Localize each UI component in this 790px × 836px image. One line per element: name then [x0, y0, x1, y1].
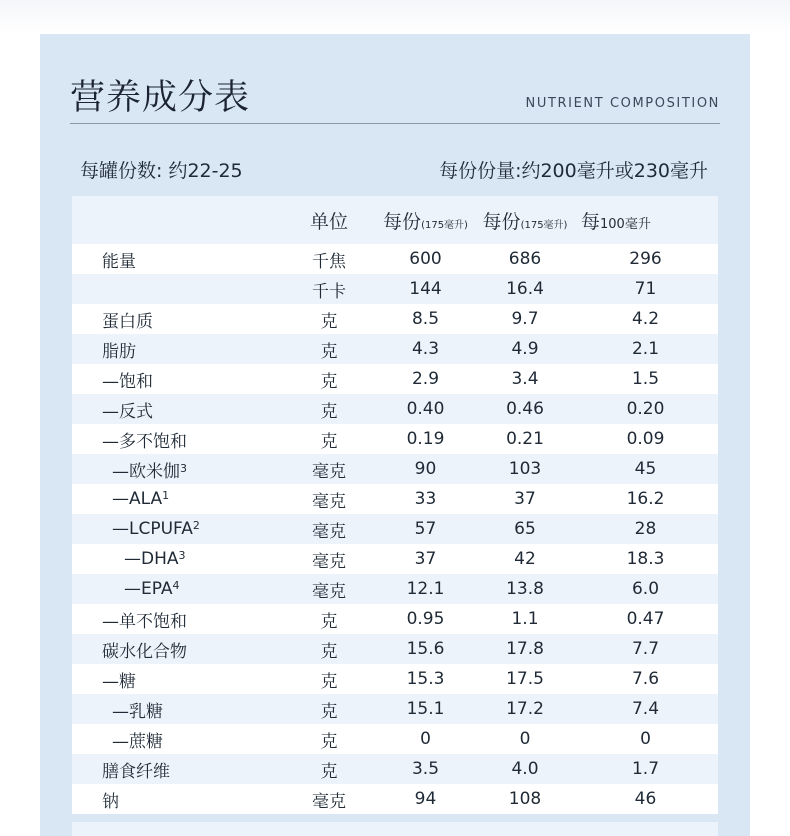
- nutrient-name: [72, 337, 284, 362]
- value-per-serving-1: 12.1: [406, 579, 445, 599]
- value-per-serving-2: 3.4: [511, 369, 539, 389]
- servings-per-can: 每罐份数: 约22-25: [80, 160, 243, 182]
- top-strip: [0, 0, 790, 34]
- nutrient-label: 蛋白质: [102, 311, 153, 332]
- value-per-serving-1: 15.3: [406, 669, 445, 689]
- nutrition-panel: [40, 34, 750, 836]
- value-per-serving-2: 1.1: [511, 609, 539, 629]
- header-col-3-note: 100毫升: [600, 216, 651, 232]
- value-per-100ml: 7.4: [631, 699, 660, 719]
- footnote-marker: 3: [180, 461, 187, 475]
- nutrient-name: [72, 727, 284, 752]
- unit: 克: [320, 761, 338, 782]
- unit: 千卡: [312, 281, 346, 302]
- table-row: [72, 754, 718, 784]
- unit: 克: [320, 611, 338, 632]
- nutrient-label: —ALA: [112, 489, 163, 509]
- table-header: [72, 196, 718, 244]
- nutrient-name: [72, 757, 284, 782]
- value-per-100ml: 0.20: [626, 399, 665, 419]
- unit: 毫克: [312, 791, 346, 812]
- table-row: [72, 724, 718, 754]
- nutrient-label: —单不饱和: [102, 611, 187, 632]
- unit: 克: [320, 341, 338, 362]
- header-col-1-main: 每份: [383, 210, 422, 233]
- value-per-100ml: 0.47: [626, 609, 665, 629]
- nutrient-name: [72, 247, 284, 272]
- nutrient-name: [72, 607, 284, 632]
- value-per-serving-1: 3.5: [411, 759, 440, 779]
- value-per-100ml: 0.09: [626, 429, 665, 449]
- unit: 克: [320, 311, 338, 332]
- page-subtitle: NUTRIENT COMPOSITION: [525, 96, 720, 111]
- table-row: [72, 784, 718, 814]
- unit: 克: [320, 371, 338, 392]
- value-per-serving-1: 37: [414, 549, 437, 569]
- value-per-serving-1: 2.9: [411, 369, 440, 389]
- value-per-100ml: 0: [640, 729, 651, 749]
- unit: 克: [320, 731, 338, 752]
- value-per-100ml: 1.7: [631, 759, 660, 779]
- table-row: [72, 544, 718, 574]
- value-per-100ml: 1.5: [631, 369, 660, 389]
- value-per-serving-2: 65: [514, 519, 536, 539]
- footnote-marker: 3: [178, 549, 186, 562]
- header-col-3: [573, 207, 718, 234]
- nutrient-label: 能量: [102, 251, 136, 272]
- value-per-100ml: 71: [634, 279, 657, 299]
- unit: 克: [320, 641, 338, 662]
- value-per-100ml: 16.2: [626, 489, 665, 509]
- value-per-serving-2: 37: [514, 489, 536, 509]
- value-per-serving-2: 0.46: [506, 399, 544, 419]
- nutrient-name: [72, 367, 284, 392]
- table-row: [72, 274, 718, 304]
- value-per-100ml: 7.7: [631, 639, 660, 659]
- header-col-1: [374, 207, 477, 234]
- value-per-100ml: 296: [629, 249, 662, 269]
- nutrient-label: 碳水化合物: [102, 641, 187, 662]
- nutrient-label: 钠: [102, 791, 119, 812]
- table-body: [72, 244, 718, 814]
- nutrition-table: [72, 196, 718, 814]
- unit: 毫克: [312, 551, 346, 572]
- table-row: [72, 424, 718, 454]
- nutrient-label: —反式: [102, 401, 153, 422]
- table-footer-strip: [72, 822, 718, 836]
- nutrient-name: [72, 579, 284, 599]
- header-col-2: [477, 207, 573, 234]
- nutrient-label: —LCPUFA: [112, 519, 193, 539]
- value-per-serving-2: 103: [508, 459, 542, 479]
- table-row: [72, 364, 718, 394]
- value-per-serving-2: 4.9: [511, 339, 539, 359]
- nutrient-label: —蔗糖: [112, 731, 163, 752]
- value-per-100ml: 46: [634, 789, 657, 809]
- table-row: [72, 334, 718, 364]
- value-per-serving-1: 57: [414, 519, 437, 539]
- footnote-marker: 4: [172, 579, 180, 592]
- table-row: [72, 244, 718, 274]
- nutrient-name: [72, 457, 284, 482]
- value-per-100ml: 4.2: [631, 309, 660, 329]
- value-per-serving-1: 0: [420, 729, 431, 749]
- value-per-serving-1: 0.40: [406, 399, 445, 419]
- value-per-serving-2: 17.2: [506, 699, 544, 719]
- value-per-serving-1: 0.19: [406, 429, 445, 449]
- value-per-100ml: 45: [634, 459, 657, 479]
- nutrient-label: —DHA: [124, 549, 179, 569]
- value-per-serving-1: 15.6: [406, 639, 445, 659]
- nutrient-name: [72, 519, 284, 539]
- table-row: [72, 574, 718, 604]
- unit: 毫克: [312, 521, 346, 542]
- table-row: [72, 304, 718, 334]
- unit: 千焦: [312, 251, 346, 272]
- table-row: [72, 454, 718, 484]
- value-per-serving-2: 0: [519, 729, 531, 749]
- footnote-marker: 1: [162, 489, 170, 502]
- value-per-serving-2: 108: [508, 789, 542, 809]
- value-per-serving-1: 33: [414, 489, 437, 509]
- table-row: [72, 694, 718, 724]
- nutrient-name: [72, 307, 284, 332]
- header-col-1-note: (175毫升): [421, 219, 468, 231]
- nutrient-label: —乳糖: [112, 701, 163, 722]
- nutrient-label: 脂肪: [102, 341, 136, 362]
- value-per-serving-2: 17.5: [506, 669, 544, 689]
- unit: 克: [320, 431, 338, 452]
- nutrient-name: [72, 697, 284, 722]
- nutrient-name: [72, 489, 284, 509]
- header-col-3-main: 每: [581, 210, 601, 233]
- unit: 克: [320, 671, 338, 692]
- value-per-serving-2: 0.21: [506, 429, 544, 449]
- value-per-serving-1: 15.1: [406, 699, 445, 719]
- table-row: [72, 604, 718, 634]
- page-title: 营养成分表: [70, 78, 251, 118]
- value-per-serving-1: 600: [409, 249, 442, 269]
- header-col-2-note: (175毫升): [520, 219, 568, 231]
- value-per-100ml: 2.1: [631, 339, 660, 359]
- table-row: [72, 664, 718, 694]
- nutrient-name: [72, 667, 284, 692]
- value-per-100ml: 6.0: [631, 579, 660, 599]
- unit: 克: [320, 401, 338, 422]
- value-per-serving-2: 17.8: [506, 639, 544, 659]
- nutrient-label: —饱和: [102, 371, 153, 392]
- value-per-100ml: 18.3: [626, 549, 665, 569]
- table-row: [72, 394, 718, 424]
- value-per-serving-1: 4.3: [411, 339, 440, 359]
- nutrient-name: [72, 637, 284, 662]
- table-row: [72, 484, 718, 514]
- value-per-serving-1: 8.5: [411, 309, 440, 329]
- nutrient-label: —EPA: [124, 579, 173, 599]
- footnote-marker: 2: [192, 519, 200, 532]
- value-per-serving-1: 90: [414, 459, 437, 479]
- unit: 毫克: [312, 461, 346, 482]
- header-col-2-main: 每份: [482, 210, 521, 233]
- value-per-100ml: 28: [634, 519, 657, 539]
- unit: 毫克: [312, 491, 346, 512]
- nutrient-label: —糖: [102, 671, 136, 692]
- value-per-serving-2: 686: [508, 249, 542, 269]
- nutrient-label: 膳食纤维: [102, 761, 170, 782]
- table-row: [72, 514, 718, 544]
- table-row: [72, 634, 718, 664]
- value-per-serving-2: 9.7: [511, 309, 539, 329]
- value-per-serving-2: 4.0: [511, 759, 539, 779]
- value-per-serving-1: 94: [414, 789, 437, 809]
- nutrient-label: —多不饱和: [102, 431, 187, 452]
- value-per-serving-2: 42: [514, 549, 536, 569]
- nutrient-name: [72, 549, 284, 569]
- nutrient-label: —欧米伽: [112, 461, 180, 482]
- value-per-serving-1: 0.95: [406, 609, 445, 629]
- header-unit: 单位: [309, 210, 348, 233]
- nutrient-name: [72, 397, 284, 422]
- value-per-serving-2: 16.4: [506, 279, 544, 299]
- value-per-100ml: 7.6: [631, 669, 660, 689]
- value-per-serving-2: 13.8: [506, 579, 544, 599]
- serving-size: 每份份量:约200毫升或230毫升: [439, 160, 708, 182]
- value-per-serving-1: 144: [409, 279, 442, 299]
- nutrient-name: [72, 787, 284, 812]
- divider: [70, 123, 720, 124]
- nutrient-name: [72, 427, 284, 452]
- unit: 毫克: [312, 581, 346, 602]
- unit: 克: [320, 701, 338, 722]
